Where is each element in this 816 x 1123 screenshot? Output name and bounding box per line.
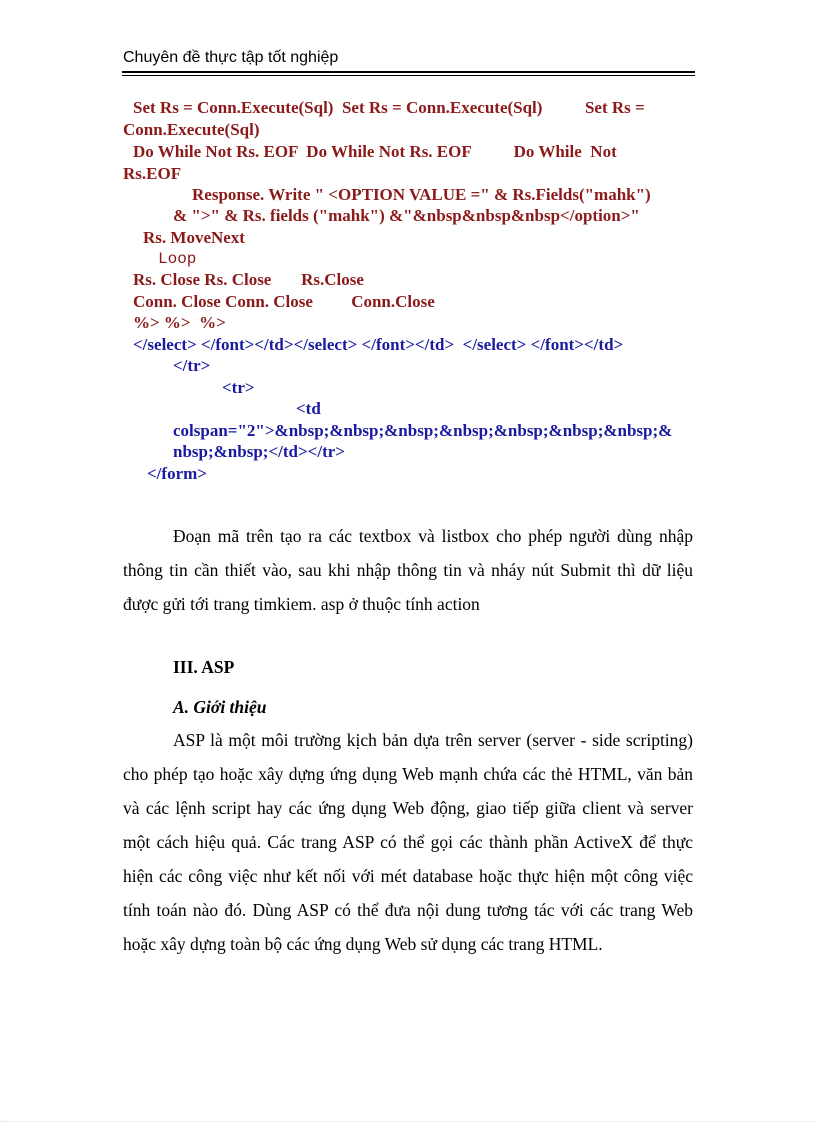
header-rule-thick [122, 71, 695, 73]
code-line: Do While Not Rs. EOF Do While Not Rs. EOF Do While Not [133, 142, 617, 161]
paragraph-text: Đoạn mã trên tạo ra các textbox và listbox cho phép người dùng nhập thông tin cần thiết vào, sau khi nhập thông tin và nháy nút Submit thì dữ liệu được gửi tới trang timkiem. asp ở thuộc tính action [123, 526, 693, 614]
page-bottom-edge [0, 1121, 816, 1122]
code-line: Conn. Close Conn. Close Conn.Close [133, 292, 435, 311]
code-line: colspan="2">&nbsp;&nbsp;&nbsp;&nbsp;&nbsp;&nbsp;&nbsp;& [173, 421, 673, 440]
code-line: <tr> [222, 378, 255, 397]
running-header: Chuyên đề thực tập tốt nghiệp [123, 49, 339, 66]
paragraph-code-explanation [123, 519, 693, 621]
paragraph-asp-intro [123, 723, 693, 961]
code-line: %> %> %> [133, 313, 226, 332]
code-line: </form> [147, 464, 207, 483]
paragraph-text: ASP là một môi trường kịch bản dựa trên server (server - side scripting) cho phép tạo hoặc xây dựng ứng dụng Web mạnh chứa các thẻ HTML, văn bản và các lệnh script hay các ứng dụng Web động, giao tiếp giữa client và server một cách hiệu quả. Các trang ASP có thể gọi các thành phần ActiveX để thực hiện các công việc như kết nối với mét database hoặc thực hiện một công việc tính toán nào đó. Dùng ASP có thể đưa nội dung tương tác với các trang Web hoặc xây dựng toàn bộ các ứng dụng Web sử dụng các trang HTML. [123, 730, 693, 954]
code-line: nbsp;&nbsp;</td></tr> [173, 442, 345, 461]
code-line: </select> </font></td></select> </font></td> </select> </font></td> [133, 335, 624, 354]
section-heading: III. ASP [173, 657, 235, 677]
code-line: </tr> [173, 356, 211, 375]
code-line: & ">" & Rs. fields ("mahk") &"&nbsp&nbsp&nbsp</option>" [173, 206, 640, 225]
subsection-heading: A. Giới thiệu [173, 697, 267, 717]
header-rule-thin [122, 75, 695, 76]
code-line: Response. Write " <OPTION VALUE =" & Rs.Fields("mahk") [192, 185, 651, 204]
code-line: Set Rs = Conn.Execute(Sql) Set Rs = Conn.Execute(Sql) Set Rs = [133, 98, 645, 117]
code-line: Conn.Execute(Sql) [123, 120, 260, 139]
code-line: Rs. MoveNext [143, 228, 245, 247]
code-line: <td [296, 399, 321, 418]
code-line: Rs. Close Rs. Close Rs.Close [133, 270, 364, 289]
code-line: Rs.EOF [123, 164, 182, 183]
code-line: Loop [158, 250, 197, 268]
